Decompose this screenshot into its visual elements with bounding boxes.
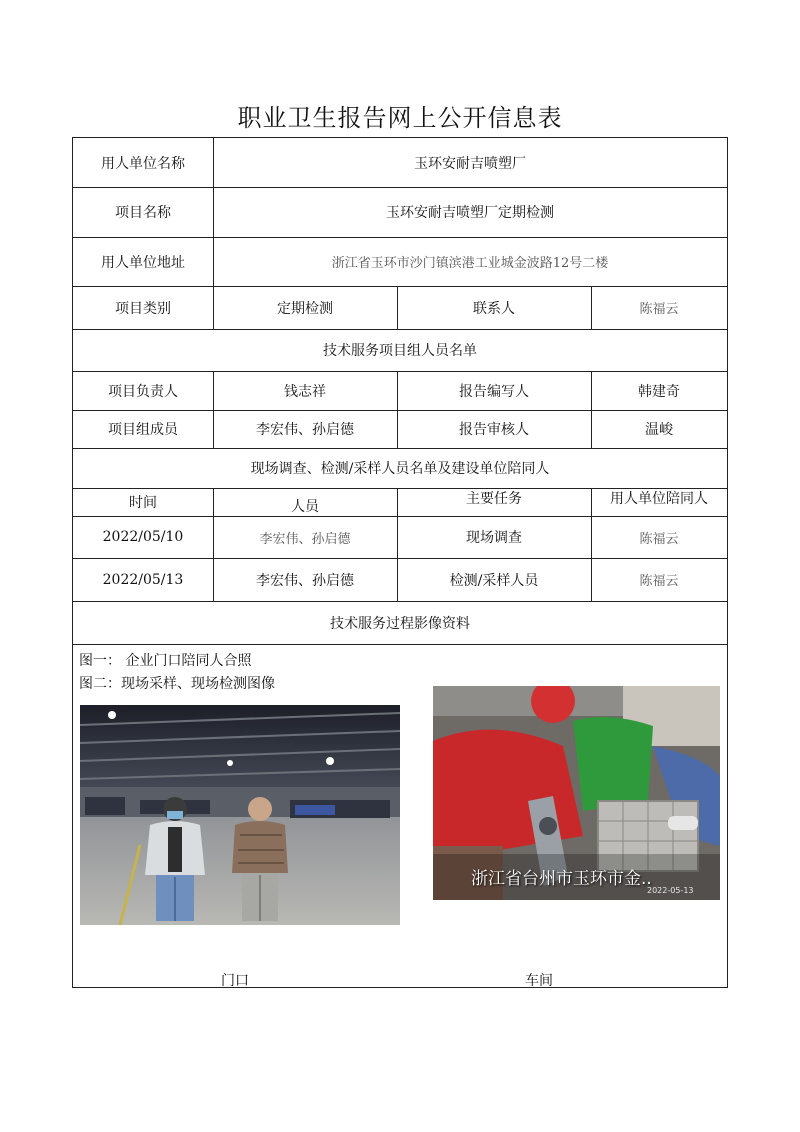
record-2-task: 检测/采样人员 (449, 572, 539, 589)
record-1-task: 现场调查 (466, 530, 522, 546)
reviewer-value: 温峻 (645, 422, 673, 438)
survey-heading: 现场调查、检测/采样人员名单及建设单位陪同人 (250, 461, 550, 477)
team-heading: 技术服务项目组人员名单 (323, 343, 477, 359)
writer-label: 报告编写人 (459, 383, 529, 400)
leader-label: 项目负责人 (108, 383, 178, 400)
members-value: 李宏伟、孙启德 (256, 422, 354, 438)
record-1-staff: 李宏伟、孙启德 (259, 531, 351, 547)
info-table (72, 137, 728, 988)
col-header-staff: 人员 (291, 499, 319, 515)
photo-date-watermark: 2022-05-13 (647, 886, 694, 895)
photo-location-watermark: 浙江省台州市玉环市金.. (471, 869, 652, 889)
project-type-value: 定期检测 (277, 300, 333, 317)
page-title: 职业卫生报告网上公开信息表 (237, 104, 563, 132)
reviewer-label: 报告审核人 (459, 422, 529, 438)
contact-value: 陈福云 (639, 302, 679, 317)
project-name-label: 项目名称 (115, 205, 171, 221)
col-header-task: 主要任务 (466, 491, 522, 507)
entrance-photo (80, 705, 400, 925)
record-1-date: 2022/05/10 (102, 529, 184, 545)
figure-2-caption: 图二：现场采样、现场检测图像 (79, 676, 275, 692)
employer-name-label: 用人单位名称 (101, 155, 185, 172)
employer-name-value: 玉环安耐吉喷塑厂 (414, 155, 526, 172)
record-2-companion: 陈福云 (639, 574, 679, 589)
leader-value: 钱志祥 (284, 383, 326, 400)
workshop-photo (433, 686, 720, 900)
project-type-label: 项目类别 (115, 300, 171, 317)
col-header-date: 时间 (129, 495, 157, 511)
photo-2-label: 车间 (525, 973, 553, 989)
employer-address-value: 浙江省玉环市沙门镇滨港工业城金波路12号二楼 (331, 256, 609, 271)
record-2-date: 2022/05/13 (102, 571, 184, 588)
writer-value: 韩建奇 (638, 383, 680, 400)
project-name-value: 玉环安耐吉喷塑厂定期检测 (386, 205, 554, 221)
media-heading: 技术服务过程影像资料 (330, 615, 470, 632)
members-label: 项目组成员 (108, 422, 178, 438)
contact-label: 联系人 (473, 300, 515, 317)
record-2-staff: 李宏伟、孙启德 (256, 572, 354, 589)
photo-1-label: 门口 (221, 973, 249, 989)
record-1-companion: 陈福云 (639, 531, 679, 547)
col-header-companion: 用人单位陪同人 (610, 491, 708, 507)
employer-address-label: 用人单位地址 (101, 254, 185, 271)
figure-1-caption: 图一： 企业门口陪同人合照 (79, 653, 252, 669)
